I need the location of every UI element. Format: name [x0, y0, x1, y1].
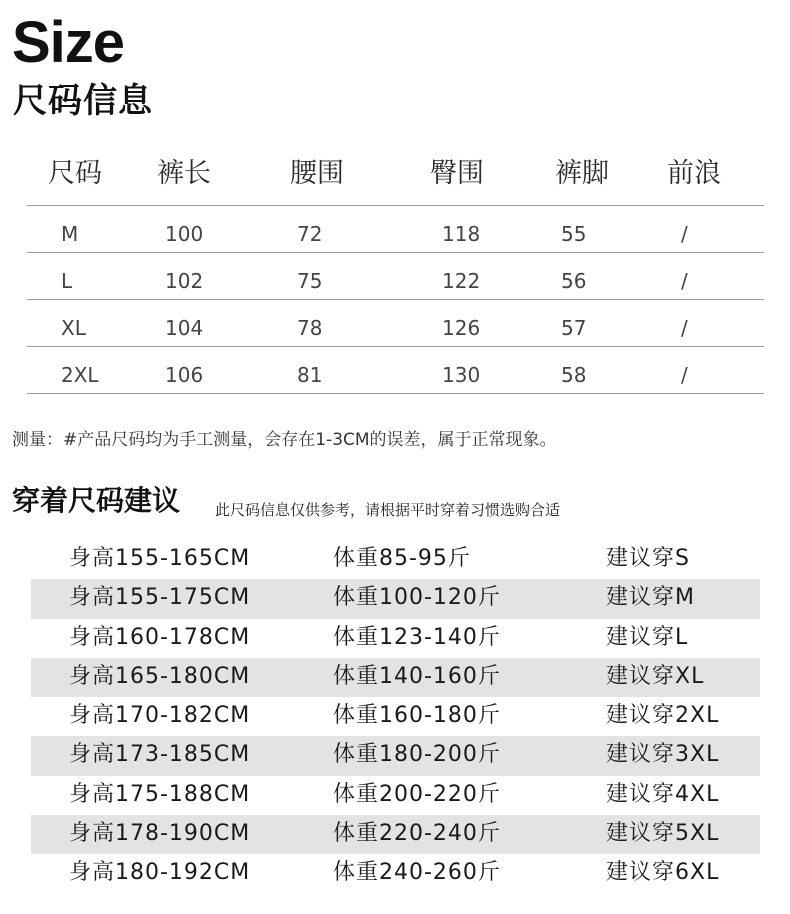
weight-range: 体重85-95斤 [333, 546, 471, 571]
height-range: 身高178-190CM [69, 821, 251, 847]
height-range: 身高173-185CM [69, 742, 251, 768]
cell-length: 102 [165, 269, 204, 293]
suggested-size: 建议穿M [606, 585, 695, 611]
suggested-size: 建议穿2XL [606, 703, 720, 729]
recommend-list [31, 540, 760, 894]
suggested-size: 建议穿L [606, 624, 689, 650]
height-range: 身高155-165CM [69, 546, 251, 571]
table-row [27, 347, 764, 394]
header-waist: 腰围 [290, 158, 344, 189]
page-subtitle: 尺码信息 [13, 81, 153, 121]
cell-hem: 55 [561, 222, 587, 246]
weight-range: 体重123-140斤 [333, 624, 501, 650]
weight-range: 体重220-240斤 [333, 821, 501, 847]
cell-hip: 130 [442, 363, 481, 387]
weight-range: 体重240-260斤 [333, 860, 501, 886]
cell-waist: 81 [297, 363, 323, 387]
list-item [31, 736, 760, 775]
height-range: 身高160-178CM [69, 624, 251, 650]
list-item [31, 854, 760, 893]
header-hip: 臀围 [430, 158, 484, 189]
size-table [27, 150, 764, 394]
cell-waist: 78 [297, 316, 323, 340]
cell-hip: 126 [442, 316, 481, 340]
list-item [31, 658, 760, 697]
suggested-size: 建议穿XL [606, 663, 705, 689]
suggested-size: 建议穿5XL [606, 821, 720, 847]
cell-size: XL [61, 316, 86, 340]
header-hem: 裤脚 [555, 158, 609, 189]
cell-length: 106 [165, 363, 204, 387]
recommend-subtitle: 此尺码信息仅供参考，请根据平时穿着习惯选购合适 [215, 501, 561, 519]
weight-range: 体重180-200斤 [333, 742, 501, 768]
table-row [27, 253, 764, 300]
suggested-size: 建议穿6XL [606, 860, 720, 886]
list-item [31, 579, 760, 618]
list-item [31, 619, 760, 658]
cell-rise: / [681, 363, 688, 387]
height-range: 身高170-182CM [69, 703, 251, 729]
height-range: 身高165-180CM [69, 663, 251, 689]
cell-size: 2XL [61, 363, 99, 387]
header-length: 裤长 [157, 158, 211, 189]
size-table-header [27, 150, 764, 206]
weight-range: 体重140-160斤 [333, 663, 501, 689]
cell-hip: 118 [442, 222, 481, 246]
table-row [27, 206, 764, 253]
cell-rise: / [681, 269, 688, 293]
list-item [31, 815, 760, 854]
cell-size: L [61, 269, 73, 293]
cell-waist: 72 [297, 222, 323, 246]
cell-hem: 58 [561, 363, 587, 387]
cell-hip: 122 [442, 269, 481, 293]
suggested-size: 建议穿S [606, 546, 690, 571]
suggested-size: 建议穿4XL [606, 781, 720, 807]
weight-range: 体重200-220斤 [333, 781, 501, 807]
weight-range: 体重160-180斤 [333, 703, 501, 729]
height-range: 身高175-188CM [69, 781, 251, 807]
cell-waist: 75 [297, 269, 323, 293]
height-range: 身高180-192CM [69, 860, 251, 886]
list-item [31, 540, 760, 579]
cell-hem: 56 [561, 269, 587, 293]
page-title: Size [12, 10, 125, 75]
cell-rise: / [681, 222, 688, 246]
height-range: 身高155-175CM [69, 585, 251, 611]
cell-length: 104 [165, 316, 204, 340]
cell-rise: / [681, 316, 688, 340]
suggested-size: 建议穿3XL [606, 742, 720, 768]
cell-size: M [61, 222, 79, 246]
cell-hem: 57 [561, 316, 587, 340]
header-rise: 前浪 [667, 158, 721, 189]
header-size: 尺码 [48, 158, 102, 189]
weight-range: 体重100-120斤 [333, 585, 501, 611]
list-item [31, 697, 760, 736]
table-row [27, 300, 764, 347]
list-item [31, 776, 760, 815]
recommend-title: 穿着尺码建议 [12, 484, 181, 517]
cell-length: 100 [165, 222, 204, 246]
measurement-note: 测量：#产品尺码均为手工测量，会存在1-3CM的误差，属于正常现象。 [12, 430, 557, 450]
